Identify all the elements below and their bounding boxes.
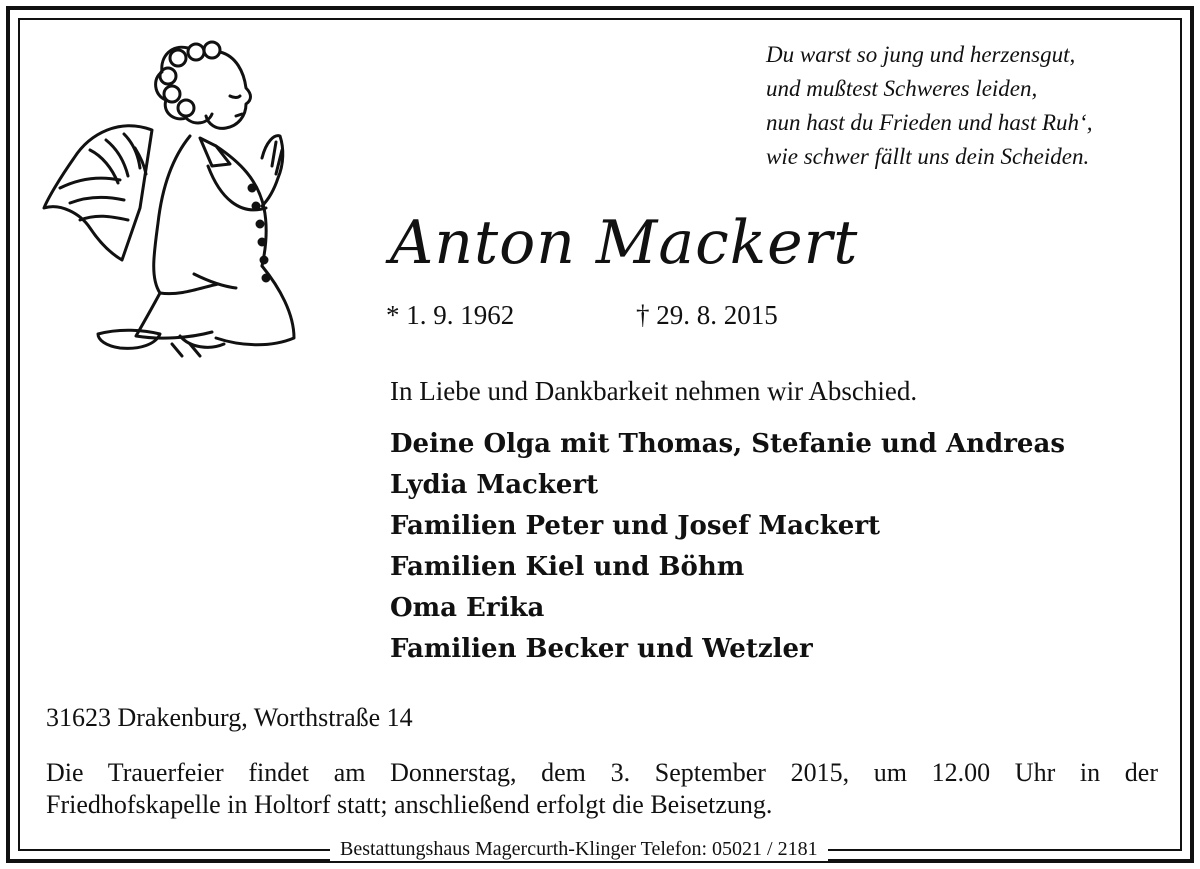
mourner-entry: Deine Olga mit Thomas, Stefanie und Andreas bbox=[390, 429, 1065, 459]
praying-angel-icon bbox=[40, 38, 310, 360]
mourner-entry: Familien Kiel und Böhm bbox=[390, 552, 745, 582]
funeral-service-info bbox=[46, 757, 1158, 821]
service-line: Friedhofskapelle in Holtorf statt; anschließend erfolgt die Beisetzung. bbox=[46, 790, 773, 819]
farewell-text: In Liebe und Dankbarkeit nehmen wir Abschied. bbox=[390, 376, 918, 406]
deceased-name: Anton Mackert bbox=[390, 208, 859, 278]
death-date: † 29. 8. 2015 bbox=[636, 300, 778, 330]
address: 31623 Drakenburg, Worthstraße 14 bbox=[46, 703, 413, 732]
mourner-entry: Lydia Mackert bbox=[390, 470, 599, 500]
poem-line: und mußtest Schweres leiden, bbox=[766, 76, 1038, 101]
funeral-home-footer: Bestattungshaus Magercurth-Klinger Telefon: 05021 / 2181 bbox=[330, 837, 828, 861]
poem-line: nun hast du Frieden und hast Ruh‘, bbox=[766, 110, 1093, 135]
mourner-entry: Oma Erika bbox=[390, 593, 545, 623]
mourner-entry: Familien Peter und Josef Mackert bbox=[390, 511, 881, 541]
poem-line: wie schwer fällt uns dein Scheiden. bbox=[766, 144, 1090, 169]
mourners-list bbox=[390, 424, 1065, 670]
birth-date: * 1. 9. 1962 bbox=[386, 300, 515, 330]
mourner-entry: Familien Becker und Wetzler bbox=[390, 634, 813, 664]
poem-line: Du warst so jung und herzensgut, bbox=[766, 42, 1076, 67]
memorial-poem bbox=[766, 38, 1186, 174]
service-line: Die Trauerfeier findet am Donnerstag, dem 3. September 2015, um 12.00 Uhr in der bbox=[46, 758, 1158, 787]
